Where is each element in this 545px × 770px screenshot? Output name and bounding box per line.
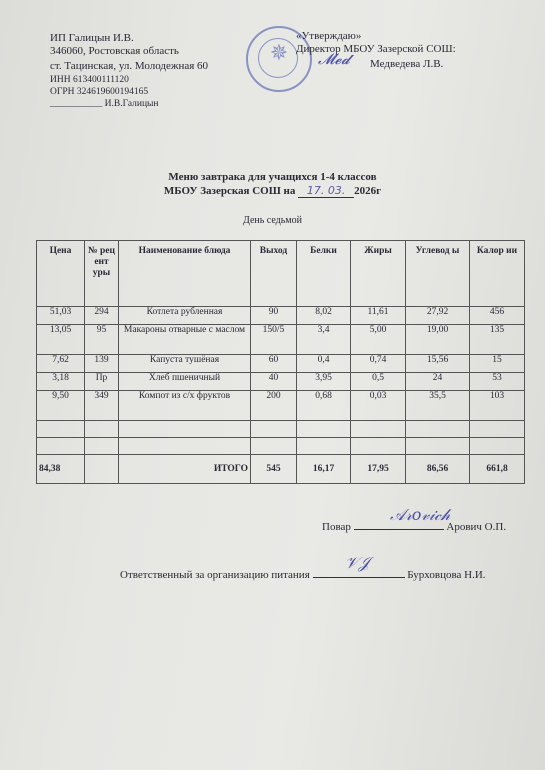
director-signature-icon: 𝓜𝓮𝓭 bbox=[318, 50, 351, 68]
dish-cell: Хлеб пшеничный bbox=[119, 373, 251, 391]
table-header-row bbox=[37, 241, 525, 307]
menu-table bbox=[36, 240, 525, 484]
total-protein: 16,17 bbox=[297, 455, 351, 484]
protein-cell: 0,4 bbox=[297, 355, 351, 373]
price-cell: 13,05 bbox=[37, 325, 85, 355]
menu-year: 2026г bbox=[354, 185, 382, 197]
round-seal-icon: ✵ bbox=[246, 26, 312, 92]
protein-cell: 3,4 bbox=[297, 325, 351, 355]
yield-cell: 90 bbox=[251, 307, 297, 325]
recipe-cell: 349 bbox=[85, 391, 119, 421]
responsible-row bbox=[120, 566, 486, 581]
school-name: МБОУ Зазерская СОШ на bbox=[163, 185, 296, 197]
price-cell: 51,03 bbox=[37, 307, 85, 325]
table-row bbox=[37, 373, 525, 391]
yield-cell: 60 bbox=[251, 355, 297, 373]
carbs-cell: 15,56 bbox=[406, 355, 470, 373]
total-recipe bbox=[85, 455, 119, 484]
carbs-cell: 19,00 bbox=[406, 325, 470, 355]
dish-cell: Макароны отварные с маслом bbox=[119, 325, 251, 355]
recipe-cell: 95 bbox=[85, 325, 119, 355]
table-row bbox=[37, 355, 525, 373]
recipe-cell: 294 bbox=[85, 307, 119, 325]
calories-cell: 15 bbox=[470, 355, 525, 373]
contractor-name: ИП Галицын И.В. bbox=[50, 32, 134, 44]
col-protein: Белки bbox=[297, 241, 351, 307]
total-fat: 17,95 bbox=[351, 455, 406, 484]
price-cell: 7,62 bbox=[37, 355, 85, 373]
responsible-signature-icon: 𝒱𝒥 bbox=[345, 553, 370, 572]
col-fat: Жиры bbox=[351, 241, 406, 307]
menu-subtitle bbox=[0, 184, 545, 198]
total-carbs: 86,56 bbox=[406, 455, 470, 484]
contractor-address-2: ст. Тацинская, ул. Молодежная 60 bbox=[50, 60, 209, 72]
responsible-label: Ответственный за организацию питания bbox=[120, 569, 310, 581]
table-row bbox=[37, 325, 525, 355]
approve-label: «Утверждаю» bbox=[296, 30, 362, 42]
col-yield: Выход bbox=[251, 241, 297, 307]
fat-cell: 5,00 bbox=[351, 325, 406, 355]
total-calories: 661,8 bbox=[470, 455, 525, 484]
col-price: Цена bbox=[37, 241, 85, 307]
dish-cell: Компот из с/х фруктов bbox=[119, 391, 251, 421]
col-dish: Наименование блюда bbox=[119, 241, 251, 307]
table-row-empty bbox=[37, 421, 525, 438]
carbs-cell: 35,5 bbox=[406, 391, 470, 421]
calories-cell: 456 bbox=[470, 307, 525, 325]
director-name: Медведева Л.В. bbox=[370, 58, 444, 70]
contractor-signature-line: ___________ И.В.Галицын bbox=[50, 99, 159, 109]
table-total-row bbox=[37, 455, 525, 484]
total-price: 84,38 bbox=[37, 455, 85, 484]
fat-cell: 0,03 bbox=[351, 391, 406, 421]
carbs-cell: 27,92 bbox=[406, 307, 470, 325]
protein-cell: 8,02 bbox=[297, 307, 351, 325]
price-cell: 3,18 bbox=[37, 373, 85, 391]
yield-cell: 40 bbox=[251, 373, 297, 391]
total-label: ИТОГО bbox=[119, 455, 251, 484]
cook-label: Повар bbox=[322, 521, 351, 533]
dish-cell: Котлета рубленная bbox=[119, 307, 251, 325]
day-label: День седьмой bbox=[243, 215, 302, 226]
recipe-cell: 139 bbox=[85, 355, 119, 373]
protein-cell: 3,95 bbox=[297, 373, 351, 391]
calories-cell: 53 bbox=[470, 373, 525, 391]
yield-cell: 150/5 bbox=[251, 325, 297, 355]
table-row bbox=[37, 307, 525, 325]
menu-title: Меню завтрака для учащихся 1-4 классов bbox=[168, 171, 377, 183]
contractor-address-1: 346060, Ростовская область bbox=[50, 45, 179, 57]
cook-signature-icon: 𝒜𝓇𝑜𝓋𝒾𝒸𝒽 bbox=[390, 505, 451, 524]
fat-cell: 0,74 bbox=[351, 355, 406, 373]
total-yield: 545 bbox=[251, 455, 297, 484]
calories-cell: 135 bbox=[470, 325, 525, 355]
responsible-name: Бурховцова Н.И. bbox=[407, 569, 486, 581]
calories-cell: 103 bbox=[470, 391, 525, 421]
yield-cell: 200 bbox=[251, 391, 297, 421]
col-carbs: Углевод ы bbox=[406, 241, 470, 307]
fat-cell: 0,5 bbox=[351, 373, 406, 391]
col-recipe: № рец ент уры bbox=[85, 241, 119, 307]
carbs-cell: 24 bbox=[406, 373, 470, 391]
contractor-ogrn: ОГРН 324619600194165 bbox=[50, 87, 149, 97]
col-calories: Калор ии bbox=[470, 241, 525, 307]
fat-cell: 11,61 bbox=[351, 307, 406, 325]
menu-date: 17. 03. bbox=[306, 184, 346, 197]
dish-cell: Капуста тушёная bbox=[119, 355, 251, 373]
table-row-empty bbox=[37, 438, 525, 455]
price-cell: 9,50 bbox=[37, 391, 85, 421]
contractor-inn: ИНН 613400111120 bbox=[50, 75, 129, 85]
table-row bbox=[37, 391, 525, 421]
protein-cell: 0,68 bbox=[297, 391, 351, 421]
recipe-cell: Пр bbox=[85, 373, 119, 391]
director-title: Директор МБОУ Зазерской СОШ: bbox=[296, 43, 456, 55]
cook-name: Арович О.П. bbox=[446, 521, 507, 533]
